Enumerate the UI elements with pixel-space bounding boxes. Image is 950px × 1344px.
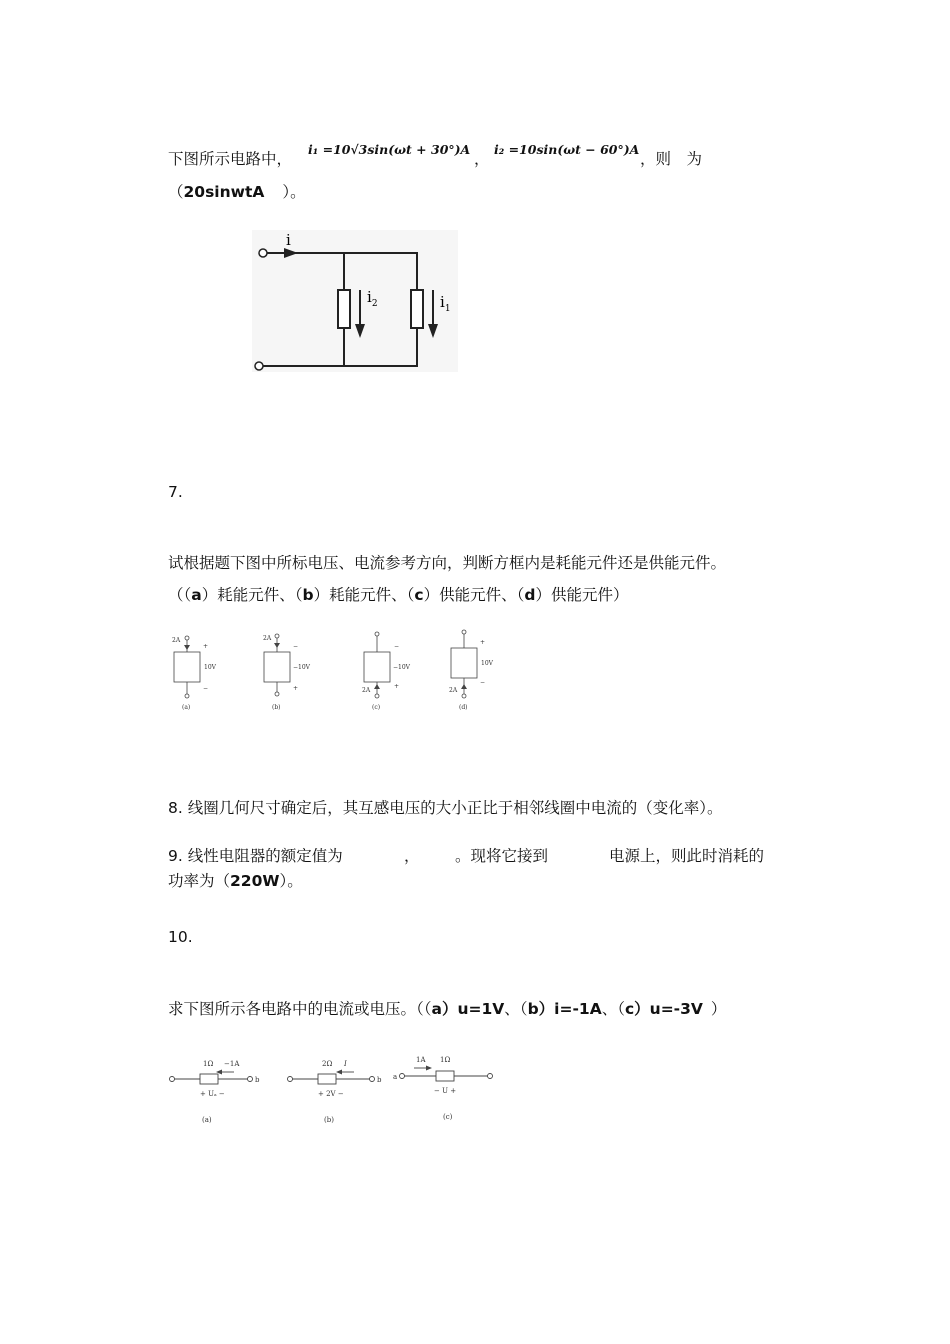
q10-b-res: 2Ω — [322, 1060, 333, 1068]
resistor-2 — [338, 290, 350, 328]
q10-a-caption: (a) — [202, 1116, 212, 1124]
q7-a-caption: (a) — [182, 704, 191, 711]
q7-b-caption: (b) — [272, 704, 281, 711]
q10-c-left: a — [393, 1073, 398, 1081]
q7-figures — [168, 626, 508, 716]
q10-figures — [164, 1050, 500, 1130]
q10-a-v: + Uₐ − — [200, 1090, 225, 1098]
q10-b-caption: (b) — [324, 1116, 334, 1124]
q10-b-v: + 2V − — [318, 1090, 344, 1098]
q10-b-cur: I — [344, 1060, 347, 1068]
q7-b-minus: − — [293, 643, 299, 650]
q10-a-cur: −1A — [224, 1060, 240, 1068]
q7-fig-a — [174, 636, 200, 698]
q7-d-minus: − — [480, 679, 486, 686]
q7-fig-b — [264, 634, 290, 696]
q10-c-cur: 1A — [416, 1056, 426, 1064]
resistor-1 — [411, 290, 423, 328]
q6-answer: 20sinwtA — [183, 183, 265, 201]
q10-c-v: − U + — [434, 1087, 457, 1095]
q7-d-plus: + — [480, 639, 486, 646]
q10-fig-b — [288, 1070, 375, 1085]
q10-fig-c — [400, 1066, 493, 1082]
label-i1: $i_1$ — [440, 293, 451, 314]
q7-b-current: 2A — [263, 635, 272, 642]
q9-line1-a: 9. 线性电阻器的额定值为 — [168, 847, 343, 865]
q9-answer: 220W — [230, 872, 280, 890]
q10-number: 10. — [168, 928, 193, 946]
q10-fig-a — [170, 1070, 253, 1085]
q7-c-voltage: −10V — [393, 664, 410, 671]
q7-c-minus: − — [394, 643, 400, 650]
q6-sep1: ， — [474, 150, 490, 168]
q7-c-caption: (c) — [372, 704, 381, 711]
q10-question: 求下图所示各电路中的电流或电压。（（a）u=1V、（b）i=-1A、（c）u=-3V ） — [168, 1000, 727, 1018]
q10-c-res: 1Ω — [440, 1056, 451, 1064]
q10-b-right: b — [377, 1076, 382, 1084]
q6-prefix: 下图所示电路中， — [168, 150, 293, 168]
input-terminal-bottom — [255, 362, 263, 370]
q10-c-caption: (c) — [443, 1113, 453, 1121]
label-i2: $i_2$ — [367, 288, 378, 309]
label-i: i — [286, 231, 291, 249]
q6-line1 — [168, 148, 292, 170]
q7-d-caption: (d) — [459, 704, 468, 711]
q9-line1-d: 电源上，则此时消耗的 — [609, 847, 765, 865]
q10-a-right: b — [255, 1076, 260, 1084]
q9-line1-c: 。现将它接到 — [455, 847, 549, 865]
q7-a-minus: − — [203, 685, 209, 692]
i1-formula: i₁ =10√3sin(ωt + 30°)A — [308, 142, 471, 157]
q10-a-res: 1Ω — [203, 1060, 214, 1068]
q8-text: 8. 线圈几何尺寸确定后，其互感电压的大小正比于相邻线圈中电流的（变化率）。 — [168, 799, 723, 817]
q7-d-voltage: 10V — [481, 660, 493, 667]
q7-c-current: 2A — [362, 687, 371, 694]
q7-b-plus: + — [293, 685, 299, 692]
q7-a-plus: + — [203, 643, 209, 650]
q9-line1-b: ， — [404, 847, 420, 865]
q7-number: 7. — [168, 483, 183, 501]
q7-b-voltage: −10V — [293, 664, 310, 671]
q7-c-plus: + — [394, 683, 400, 690]
q6-answer-line: （20sinwtA ）。 — [168, 183, 306, 201]
q7-d-current: 2A — [449, 687, 458, 694]
q7-a-current: 2A — [172, 637, 181, 644]
q9-line2: 功率为（220W）。 — [168, 872, 303, 890]
q6-tail: ，则 为 — [640, 150, 703, 168]
i2-formula: i₂ =10sin(ωt − 60°)A — [494, 142, 640, 157]
input-terminal-top — [259, 249, 267, 257]
q7-answers: （（a）耗能元件、（b）耗能元件、（c）供能元件、（d）供能元件） — [168, 586, 629, 604]
q7-a-voltage: 10V — [204, 664, 216, 671]
q7-question: 试根据题下图中所标电压、电流参考方向，判断方框内是耗能元件还是供能元件。 — [168, 554, 727, 572]
q6-circuit-diagram — [250, 228, 460, 374]
